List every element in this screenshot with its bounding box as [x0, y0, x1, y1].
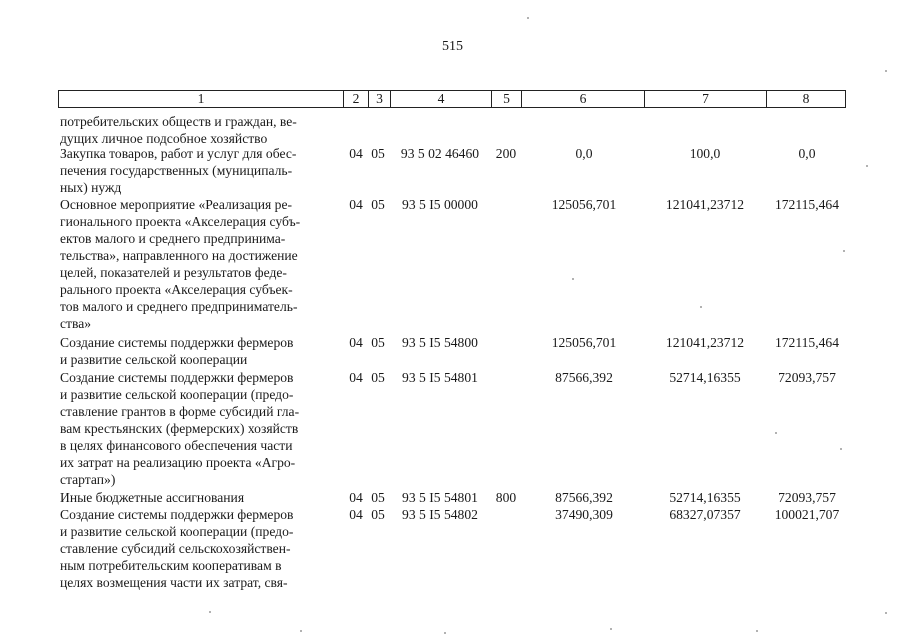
- cell-value-1: 125056,701: [551, 197, 617, 212]
- page-number: 515: [442, 39, 463, 54]
- scan-speck: [775, 432, 777, 434]
- cell-subsection: 05: [371, 335, 385, 350]
- row-description: потребительских обществ и граждан, ве- дущих личное подсобное хозяйство: [60, 114, 297, 146]
- cell-value-3: 100021,707: [774, 507, 840, 522]
- header-col-4: 4: [437, 91, 445, 106]
- scan-speck: [885, 70, 887, 72]
- scan-speck: [843, 250, 845, 252]
- cell-code: 93 5 I5 00000: [402, 197, 478, 212]
- row-description: Основное мероприятие «Реализация ре- гионального проекта «Акселерация субъ- ектов малого и среднего предпринима- тельства», направленного на достижение целей, показателей и результатов феде- рального проекта «Акселерация субъек- тов малого и среднего предприниматель- ства»: [60, 197, 301, 331]
- cell-value-1: 87566,392: [555, 370, 613, 385]
- cell-code: 93 5 I5 54800: [402, 335, 478, 350]
- cell-section: 04: [349, 490, 363, 505]
- scan-speck: [610, 628, 612, 630]
- header-col-5: 5: [503, 91, 510, 106]
- cell-section: 04: [349, 146, 363, 161]
- cell-subsection: 05: [371, 370, 385, 385]
- cell-subsection: 05: [371, 507, 385, 522]
- cell-value-1: 125056,701: [551, 335, 617, 350]
- cell-value-3: 72093,757: [778, 490, 836, 505]
- cell-code: 93 5 02 46460: [400, 146, 480, 161]
- scan-speck: [527, 17, 529, 19]
- cell-value-3: 172115,464: [774, 197, 840, 212]
- cell-type: 200: [495, 146, 517, 161]
- cell-section: 04: [349, 370, 363, 385]
- header-col-3: 3: [376, 91, 383, 106]
- cell-type: 800: [495, 490, 517, 505]
- cell-value-3: 172115,464: [774, 335, 840, 350]
- row-description: Создание системы поддержки фермеров и развитие сельской кооперации (предо- ставление субсидий сельскохозяйствен- ным потребительским кооперативам в целях возмещения части их затрат, свя-: [60, 507, 294, 590]
- header-col-8: 8: [802, 91, 810, 106]
- header-col-6: 6: [579, 91, 587, 106]
- row-description: Закупка товаров, работ и услуг для обес- печения государственных (муниципаль- ных) нужд: [60, 146, 297, 195]
- scan-speck: [866, 165, 868, 167]
- cell-subsection: 05: [371, 146, 385, 161]
- cell-value-1: 87566,392: [555, 490, 613, 505]
- cell-value-3: 0,0: [798, 146, 816, 161]
- scan-speck: [885, 612, 887, 614]
- cell-value-2: 68327,07357: [669, 507, 741, 522]
- scan-speck: [700, 306, 702, 308]
- cell-value-2: 121041,23712: [665, 197, 745, 212]
- row-description: Иные бюджетные ассигнования: [60, 490, 245, 505]
- cell-value-3: 72093,757: [778, 370, 836, 385]
- cell-subsection: 05: [371, 197, 385, 212]
- cell-value-2: 100,0: [689, 146, 721, 161]
- cell-section: 04: [349, 197, 363, 212]
- cell-code: 93 5 I5 54801: [402, 370, 478, 385]
- cell-code: 93 5 I5 54801: [402, 490, 478, 505]
- cell-value-1: 0,0: [575, 146, 593, 161]
- cell-section: 04: [349, 507, 363, 522]
- scan-speck: [209, 611, 211, 613]
- row-description: Создание системы поддержки фермеров и развитие сельской кооперации (предо- ставление грантов в форме субсидий гла- вам крестьянских (фермерских) хозяйств в целях финансового обеспечения части их затрат на реализацию проекта «Агро- стартап»): [60, 370, 300, 487]
- scan-speck: [572, 278, 574, 280]
- cell-value-1: 37490,309: [555, 507, 613, 522]
- cell-code: 93 5 I5 54802: [402, 507, 478, 522]
- cell-subsection: 05: [371, 490, 385, 505]
- scan-speck: [444, 632, 446, 634]
- scan-speck: [840, 448, 842, 450]
- row-description: Создание системы поддержки фермеров и развитие сельской кооперации: [60, 335, 294, 367]
- header-col-2: 2: [352, 91, 360, 106]
- header-col-1: 1: [197, 91, 205, 106]
- header-col-7: 7: [702, 91, 709, 106]
- scan-speck: [300, 630, 302, 632]
- cell-section: 04: [349, 335, 363, 350]
- cell-value-2: 52714,16355: [669, 370, 741, 385]
- table-header: [58, 90, 846, 108]
- scan-speck: [756, 630, 758, 632]
- cell-value-2: 121041,23712: [665, 335, 745, 350]
- cell-value-2: 52714,16355: [669, 490, 741, 505]
